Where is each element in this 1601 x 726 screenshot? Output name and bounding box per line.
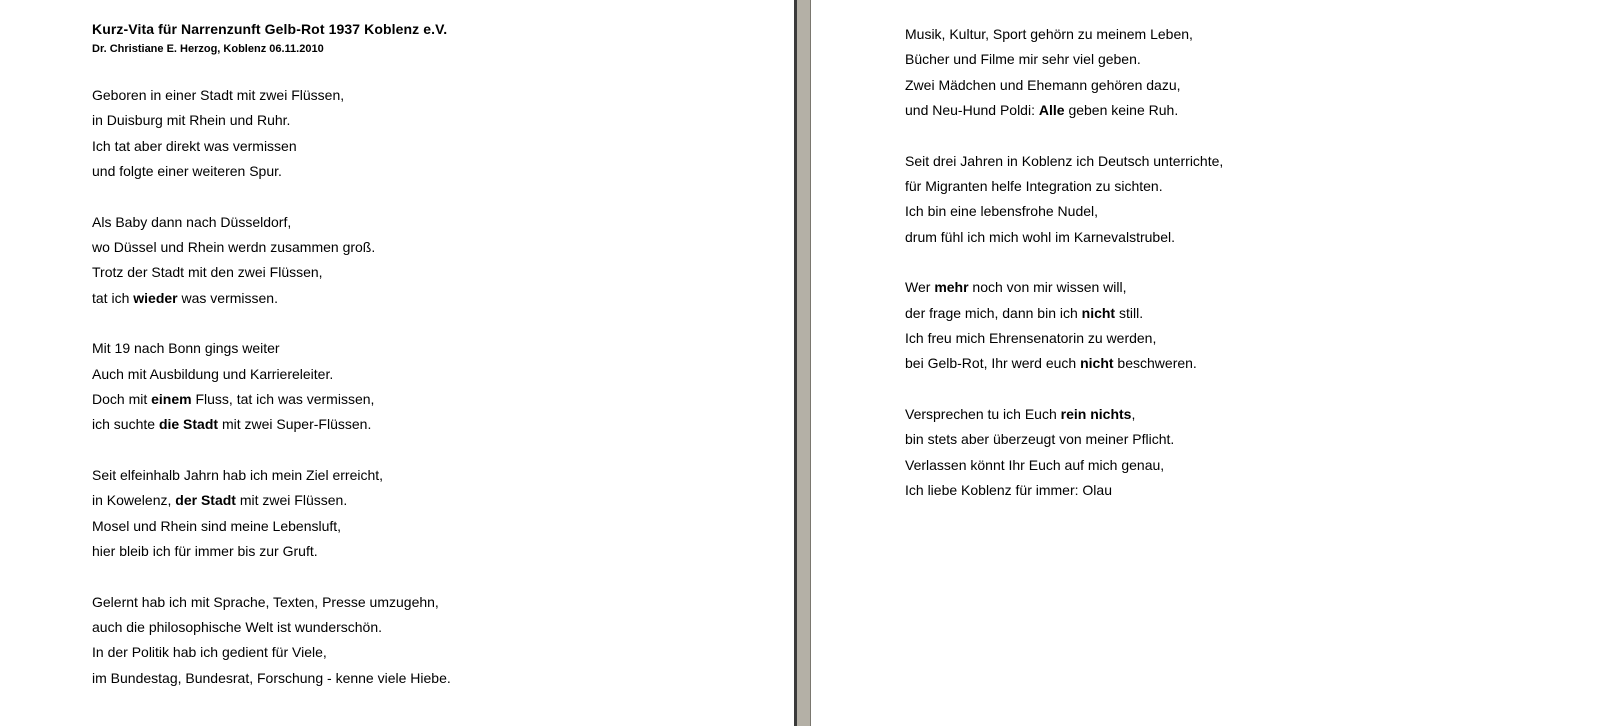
poem-line (92, 412, 772, 437)
emphasis-text: einem (151, 391, 192, 408)
emphasis-text: rein nichts (1060, 405, 1132, 422)
poem-line (92, 134, 772, 159)
poem-line (92, 615, 772, 640)
line-text: für Migranten helfe Integration zu sichten. (905, 178, 1163, 195)
poem-line (905, 225, 1585, 250)
poem-line (905, 275, 1585, 300)
line-text: Doch mit (92, 391, 152, 408)
poem-line (905, 326, 1585, 351)
line-text: hier bleib ich für immer bis zur Gruft. (92, 543, 318, 560)
stanza (92, 590, 772, 692)
emphasis-text: Alle (1038, 102, 1065, 119)
line-text: In der Politik hab ich gedient für Viele, (92, 644, 327, 661)
line-text: Musik, Kultur, Sport gehörn zu meinem Leben, (905, 26, 1193, 42)
poem-line (92, 362, 772, 387)
emphasis-text: die Stadt (158, 416, 219, 433)
line-text: Fluss, tat ich was vermissen, (191, 391, 375, 408)
page-content-right (905, 22, 1585, 529)
poem-line (92, 286, 772, 311)
poem-line (92, 590, 772, 615)
poem-line (905, 149, 1585, 174)
emphasis-text: mehr (934, 279, 969, 296)
poem-line (92, 387, 772, 412)
poem-line (92, 463, 772, 488)
line-text: Mit 19 nach Bonn gings weiter (92, 340, 280, 357)
line-text: Ich tat aber direkt was vermissen (92, 137, 297, 154)
stanza (92, 336, 772, 438)
line-text: Ich freu mich Ehrensenatorin zu werden, (905, 330, 1157, 347)
poem-line (905, 301, 1585, 326)
line-text: bin stets aber überzeugt von meiner Pflicht. (905, 431, 1175, 448)
poem-line (905, 98, 1585, 123)
poem-line (92, 336, 772, 361)
poem-line (92, 235, 772, 260)
poem-line (92, 260, 772, 285)
poem-left (92, 83, 772, 691)
line-text: Geboren in einer Stadt mit zwei Flüssen, (92, 87, 345, 103)
emphasis-text: nicht (1080, 355, 1114, 372)
poem-line (92, 488, 772, 513)
poem-line (92, 666, 772, 691)
poem-line (905, 427, 1585, 452)
poem-line (92, 539, 772, 564)
line-text: mit zwei Super-Flüssen. (218, 416, 372, 433)
line-text: Wer (905, 279, 935, 296)
line-text: , (1131, 405, 1136, 422)
poem-line (905, 47, 1585, 72)
poem-line (905, 199, 1585, 224)
stanza (905, 275, 1585, 377)
page-divider (794, 0, 811, 726)
poem-line (92, 83, 772, 108)
poem-line (905, 351, 1585, 376)
poem-line (92, 159, 772, 184)
stanza (905, 402, 1585, 504)
document-title: Kurz-Vita für Narrenzunft Gelb-Rot 1937 Koblenz e.V. (92, 21, 448, 37)
poem-line (92, 640, 772, 665)
line-text: bei Gelb-Rot, Ihr werd euch (905, 355, 1081, 372)
stanza (92, 463, 772, 565)
line-text: Seit elfeinhalb Jahrn hab ich mein Ziel erreicht, (92, 466, 384, 483)
line-text: auch die philosophische Welt ist wunderschön. (92, 618, 383, 635)
poem-line (905, 402, 1585, 427)
line-text: Mosel und Rhein sind meine Lebensluft, (92, 517, 342, 534)
emphasis-text: der Stadt (175, 492, 236, 509)
stanza (905, 22, 1585, 124)
line-text: Auch mit Ausbildung und Karriereleiter. (92, 365, 334, 382)
line-text: Ich liebe Koblenz für immer: Olau (905, 482, 1112, 499)
stanza (92, 210, 772, 312)
poem-line (92, 210, 772, 235)
page-content-left (92, 19, 772, 716)
poem-line (905, 73, 1585, 98)
line-text: ich suchte (92, 416, 159, 433)
poem-right (905, 22, 1585, 504)
line-text: und Neu-Hund Poldi: (905, 102, 1039, 119)
poem-line (905, 174, 1585, 199)
line-text: im Bundestag, Bundesrat, Forschung - kenne viele Hiebe. (92, 669, 451, 686)
line-text: tat ich (92, 289, 134, 306)
line-text: in Kowelenz, (92, 492, 176, 509)
line-text: noch von mir wissen will, (968, 279, 1127, 296)
line-text: und folgte einer weiteren Spur. (92, 163, 282, 180)
line-text: in Duisburg mit Rhein und Ruhr. (92, 112, 291, 129)
line-text: mit zwei Flüssen. (235, 492, 348, 509)
line-text: Gelernt hab ich mit Sprache, Texten, Presse umzugehn, (92, 593, 439, 610)
emphasis-text: nicht (1081, 304, 1116, 321)
poem-line (92, 108, 772, 133)
line-text: Versprechen tu ich Euch (905, 405, 1061, 422)
line-text: Verlassen könnt Ihr Euch auf mich genau, (905, 456, 1165, 473)
poem-line (905, 453, 1585, 478)
line-text: Als Baby dann nach Düsseldorf, (92, 213, 292, 230)
line-text: still. (1115, 304, 1144, 321)
poem-line (905, 478, 1585, 503)
line-text: Seit drei Jahren in Koblenz ich Deutsch unterrichte, (905, 152, 1224, 169)
poem-line (92, 514, 772, 539)
line-text: beschweren. (1113, 355, 1197, 372)
document-page-right (811, 0, 1601, 726)
line-text: Bücher und Filme mir sehr viel geben. (905, 51, 1141, 68)
document-page-left (0, 0, 794, 726)
line-text: Trotz der Stadt mit den zwei Flüssen, (92, 264, 323, 281)
poem-line (905, 22, 1585, 47)
stanza (905, 149, 1585, 251)
line-text: was vermissen. (177, 289, 278, 306)
line-text: geben keine Ruh. (1064, 102, 1179, 119)
line-text: wo Düssel und Rhein werdn zusammen groß. (92, 239, 376, 256)
line-text: drum fühl ich mich wohl im Karnevalstrubel. (905, 228, 1175, 245)
stanza (92, 83, 772, 185)
line-text: Ich bin eine lebensfrohe Nudel, (905, 203, 1099, 220)
emphasis-text: wieder (133, 289, 178, 306)
document-subtitle: Dr. Christiane E. Herzog, Koblenz 06.11.2010 (92, 43, 324, 55)
line-text: Zwei Mädchen und Ehemann gehören dazu, (905, 76, 1181, 93)
line-text: der frage mich, dann bin ich (905, 304, 1082, 321)
